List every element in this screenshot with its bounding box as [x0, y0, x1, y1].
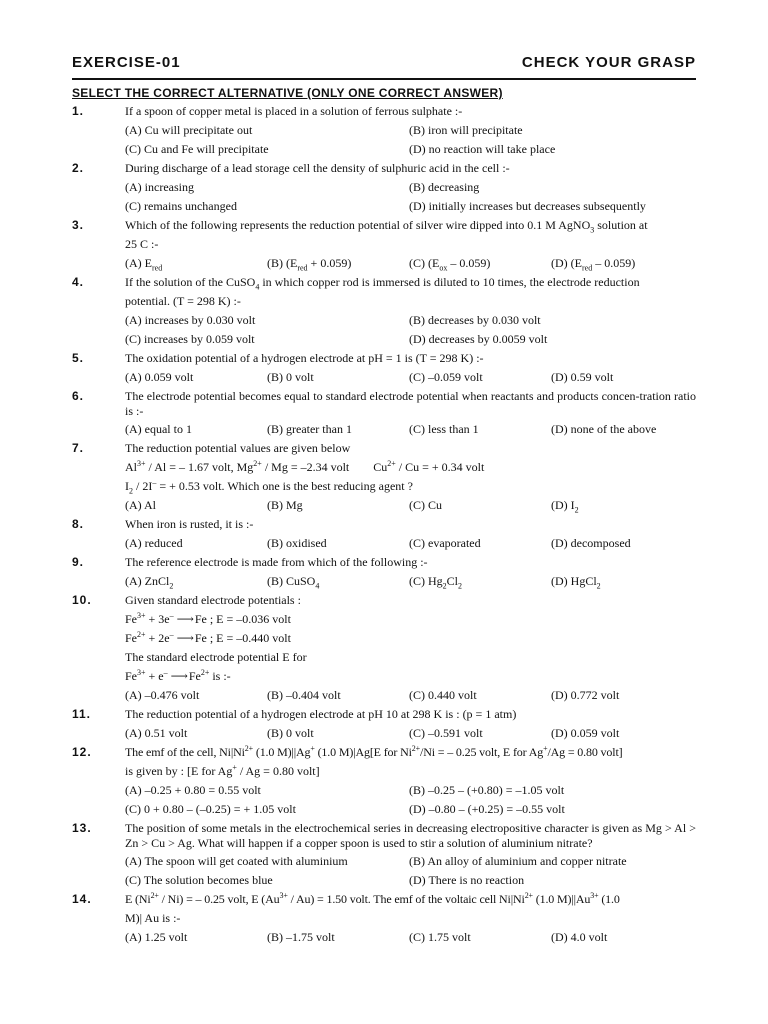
reaction-1: $Fe^{3+} + 3e^-$ ⟶ Fe ; E = –0.036 volt [125, 610, 696, 629]
question-2 [72, 159, 696, 216]
option-d: (D) 4.0 volt [551, 930, 608, 944]
arrow-icon: ⟶ [170, 669, 186, 683]
option-c: (C) remains unchanged [125, 199, 237, 213]
question-12 [72, 743, 696, 819]
question-11 [72, 705, 696, 743]
question-6 [72, 387, 696, 439]
instruction-heading: SELECT THE CORRECT ALTERNATIVE (ONLY ONE CORRECT ANSWER) [72, 86, 503, 100]
question-8 [72, 515, 696, 553]
option-b: (B) An alloy of aluminium and copper nitrate [409, 854, 627, 868]
option-b: (B) CuSO$_4$ [267, 574, 320, 591]
option-a: (A) $E_{red}$ [125, 256, 163, 273]
question-4 [72, 273, 696, 349]
option-a: (A) 0.51 volt [125, 726, 188, 740]
option-a: (A) –0.25 + 0.80 = 0.55 volt [125, 783, 261, 797]
option-b: (B) $(E_{red} + 0.059)$ [267, 256, 352, 273]
option-b: (B) –1.75 volt [267, 930, 335, 944]
reaction-3: $Fe^{3+} + e^-$ ⟶ $Fe^{2+}$ is :- [125, 667, 696, 686]
question-text: The reduction potential of a hydrogen electrode at pH 10 at 298 K is : (p = 1 atm) [125, 707, 517, 721]
option-b: (B) –0.25 – (+0.80) = –1.05 volt [409, 783, 565, 797]
question-number: 7. [72, 441, 85, 455]
option-c: (C) Cu [409, 498, 442, 512]
option-d: (D) none of the above [551, 422, 657, 436]
question-number: 4. [72, 275, 85, 289]
question-text-line2: 25 C :- [125, 237, 159, 251]
option-d: (D) no reaction will take place [409, 142, 556, 156]
question-text-line2: potential. (T = 298 K) :- [125, 294, 241, 308]
option-c: (C) evaporated [409, 536, 481, 550]
question-text: The electrode potential becomes equal to standard electrode potential when reactants and products concen-tration ratio is :- [125, 389, 696, 418]
option-d: (D) decomposed [551, 536, 631, 550]
option-b: (B) iron will precipitate [409, 123, 523, 137]
question-1 [72, 102, 696, 159]
option-c: (C) less than 1 [409, 422, 479, 436]
question-number: 13. [72, 821, 92, 835]
option-a: (A) Cu will precipitate out [125, 123, 253, 137]
option-d: (D) decreases by 0.0059 volt [409, 332, 548, 346]
question-text: The position of some metals in the electrochemical series in decreasing electropositive character is given as Mg > Al > Zn > Cu > Ag. What will happen if a copper spoon is used to stir a solution of aluminium nitrate? [125, 821, 696, 850]
question-14 [72, 890, 696, 947]
option-a: (A) equal to 1 [125, 422, 192, 436]
question-text-line4: The standard electrode potential E for [125, 650, 307, 664]
option-b: (B) 0 volt [267, 726, 314, 740]
question-list [72, 102, 696, 947]
question-number: 11. [72, 707, 92, 721]
question-number: 8. [72, 517, 85, 531]
question-text: If a spoon of copper metal is placed in a solution of ferrous sulphate :- [125, 104, 463, 118]
question-number: 1. [72, 104, 85, 118]
arrow-icon: ⟶ [176, 631, 192, 645]
option-c: (C) $Hg_2Cl_2$ [409, 574, 463, 591]
question-text-line3: $I_2 / 2I^-$ = + 0.53 volt. Which one is the best reducing agent ? [125, 478, 413, 496]
question-text: Given standard electrode potentials : [125, 593, 301, 607]
question-text: If the solution of the CuSO$_4$ in which copper rod is immersed is diluted to 10 times, the electrode reduction [125, 275, 640, 292]
question-number: 6. [72, 389, 85, 403]
question-text: The reduction potential values are given below [125, 441, 351, 455]
question-number: 10. [72, 593, 92, 607]
question-text-line2: M)| Au is :- [125, 911, 181, 925]
question-number: 3. [72, 218, 85, 232]
section-title: CHECK YOUR GRASP [521, 54, 696, 71]
option-a: (A) –0.476 volt [125, 688, 200, 702]
header-divider [72, 78, 696, 80]
option-a: (A) reduced [125, 536, 183, 550]
option-d: (D) 0.772 volt [551, 688, 620, 702]
option-d: (D) 0.59 volt [551, 370, 614, 384]
option-b: (B) Mg [267, 498, 303, 512]
option-b: (B) oxidised [267, 536, 327, 550]
option-a: (A) increasing [125, 180, 194, 194]
question-text: Which of the following represents the reduction potential of silver wire dipped into 0.1 M AgNO$_3$ solution at [125, 218, 648, 235]
option-b: (B) greater than 1 [267, 422, 352, 436]
option-c: (C) $(E_{ox} - 0.059)$ [409, 256, 491, 273]
option-c: (C) 1.75 volt [409, 930, 471, 944]
question-13 [72, 819, 696, 890]
question-number: 14. [72, 892, 92, 906]
question-number: 12. [72, 745, 92, 759]
question-text: The emf of the cell, $Ni|Ni^{2+}$ (1.0 M)||Ag+ (1.0 M)|Ag[E for $Ni^{2+}/Ni$ = – 0.25 volt, E for Ag+/Ag = 0.80 volt] [125, 744, 623, 759]
option-c: (C) –0.591 volt [409, 726, 483, 740]
option-a: (A) increases by 0.030 volt [125, 313, 256, 327]
question-text: The oxidation potential of a hydrogen electrode at pH = 1 is (T = 298 K) :- [125, 351, 484, 365]
option-a: (A) The spoon will get coated with aluminium [125, 854, 348, 868]
question-text: E $(Ni^{2+} / Ni)$ = – 0.25 volt, E $(Au^{3+} / Au) = 1.50$ volt. The emf of the voltaic cell $Ni|Ni^{2+}$ (1.0 $M)||Au^{3+}$ (1.0 [125, 891, 620, 906]
option-d: (D) HgCl$_2$ [551, 574, 601, 591]
option-a: (A) ZnCl$_2$ [125, 574, 174, 591]
option-d: (D) $(E_{red} - 0.059)$ [551, 256, 636, 273]
option-c: (C) increases by 0.059 volt [125, 332, 255, 346]
option-b: (B) 0 volt [267, 370, 314, 384]
option-a: (A) 0.059 volt [125, 370, 194, 384]
question-text: When iron is rusted, it is :- [125, 517, 254, 531]
option-b: (B) decreasing [409, 180, 480, 194]
question-5 [72, 349, 696, 387]
option-c: (C) Cu and Fe will precipitate [125, 142, 269, 156]
question-7 [72, 439, 696, 515]
question-text-line2: is given by : [E for Ag+ / Ag = 0.80 volt] [125, 763, 320, 778]
exercise-title: EXERCISE-01 [72, 54, 181, 71]
option-b: (B) –0.404 volt [267, 688, 341, 702]
question-number: 9. [72, 555, 85, 569]
question-10 [72, 591, 696, 705]
option-d: (D) There is no reaction [409, 873, 525, 887]
question-number: 2. [72, 161, 85, 175]
page-header [72, 54, 696, 78]
potential-values: $Al^{3+}$ / Al = – 1.67 volt, $Mg^{2+} / Mg = -2.34$ volt $Cu^{2+}$ / Cu = + 0.34 volt [125, 459, 485, 474]
question-text: During discharge of a lead storage cell the density of sulphuric acid in the cell :- [125, 161, 510, 175]
option-d: (D) 0.059 volt [551, 726, 620, 740]
option-d: (D) –0.80 – (+0.25) = –0.55 volt [409, 802, 565, 816]
option-d: (D) initially increases but decreases subsequently [409, 199, 646, 213]
option-c: (C) The solution becomes blue [125, 873, 273, 887]
option-c: (C) –0.059 volt [409, 370, 483, 384]
option-b: (B) decreases by 0.030 volt [409, 313, 541, 327]
option-c: (C) 0 + 0.80 – (–0.25) = + 1.05 volt [125, 802, 296, 816]
reaction-2: $Fe^{2+} + 2e^-$ ⟶ Fe ; E = –0.440 volt [125, 629, 696, 648]
option-a: (A) 1.25 volt [125, 930, 188, 944]
arrow-icon: ⟶ [176, 612, 192, 626]
option-c: (C) 0.440 volt [409, 688, 477, 702]
question-3 [72, 216, 696, 273]
question-number: 5. [72, 351, 85, 365]
question-text: The reference electrode is made from which of the following :- [125, 555, 428, 569]
option-d: (D) $I_2$ [551, 498, 579, 515]
option-a: (A) Al [125, 498, 156, 512]
question-9 [72, 553, 696, 591]
